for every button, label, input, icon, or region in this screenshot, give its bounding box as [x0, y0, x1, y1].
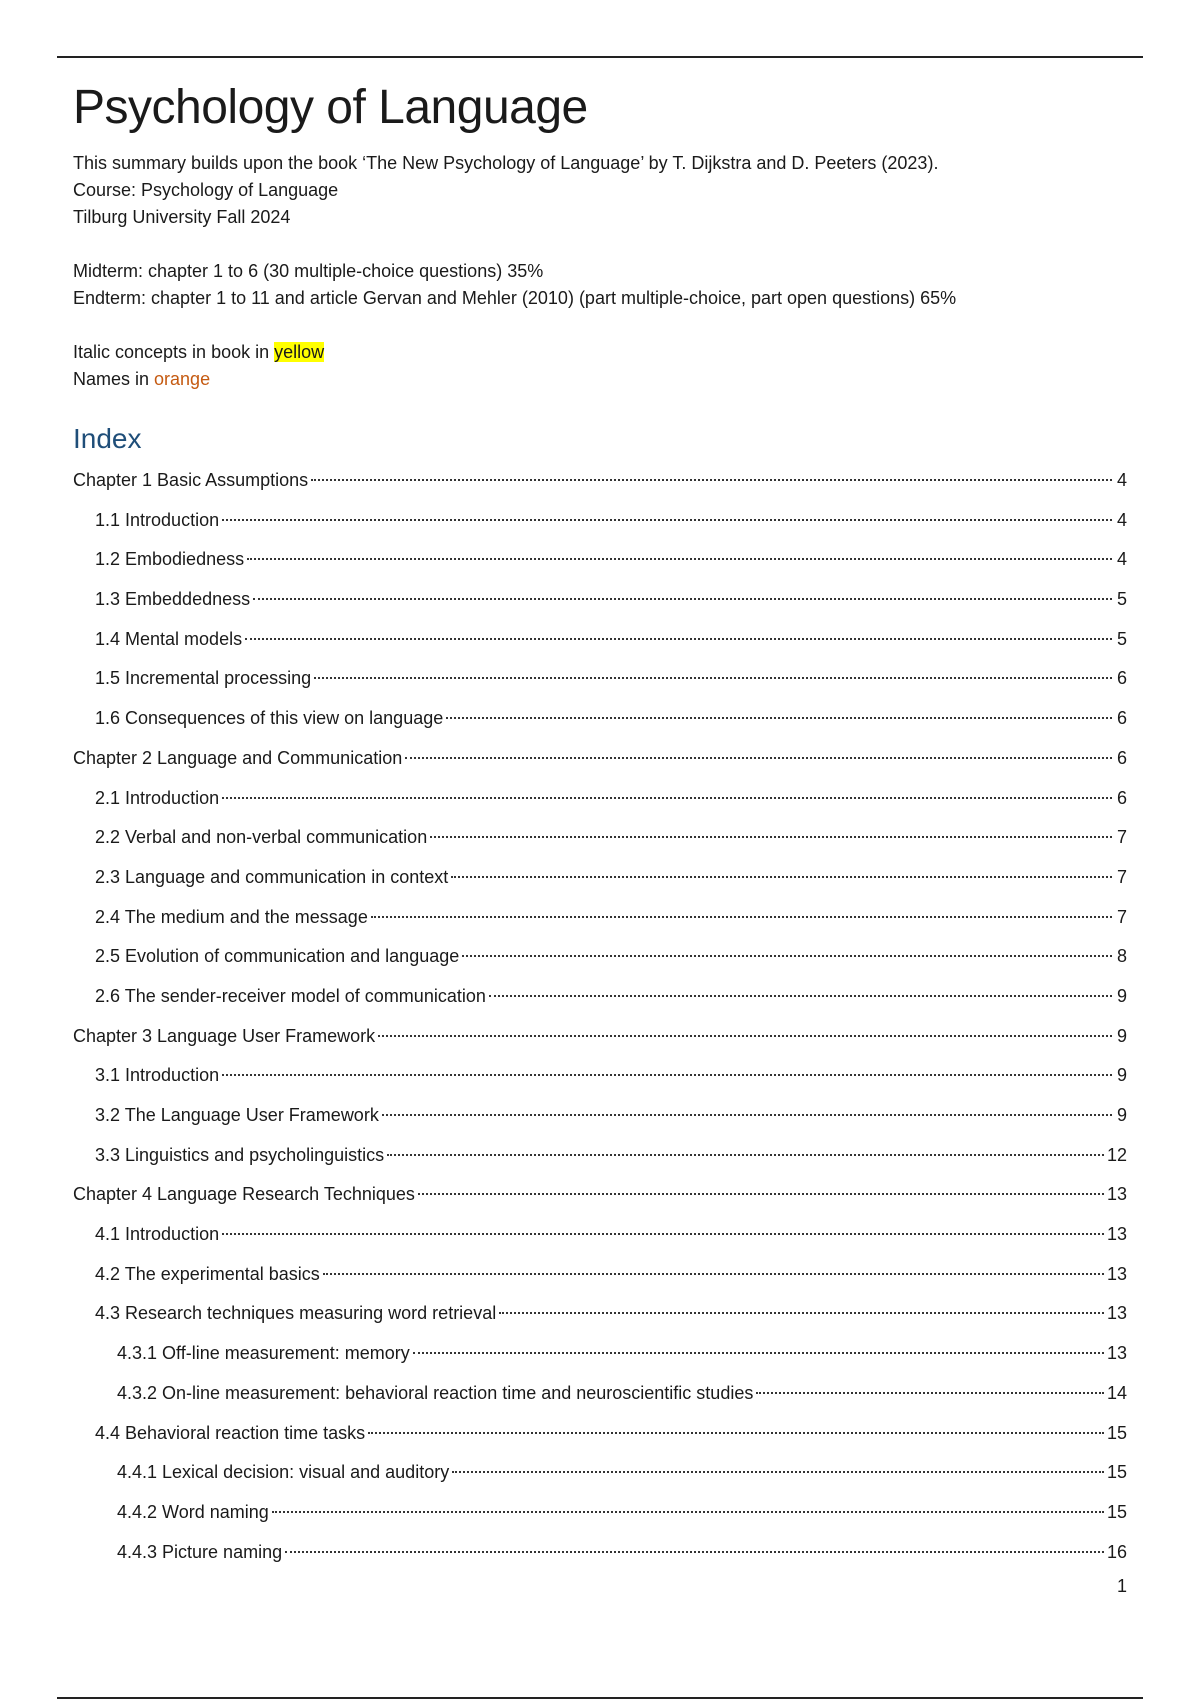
toc-entry-page: 15: [1106, 1501, 1127, 1522]
toc-entry-label: 2.1 Introduction: [95, 787, 220, 808]
legend-names: [73, 366, 1127, 393]
toc-entry-page: 9: [1116, 1025, 1127, 1046]
legend-italic-prefix: Italic concepts in book in: [73, 342, 275, 362]
toc-dot-leader: [430, 836, 1112, 838]
toc-entry-label: 1.5 Incremental processing: [95, 668, 312, 689]
toc-entry-label: 2.5 Evolution of communication and language: [95, 946, 460, 967]
toc-entry-page: 15: [1106, 1422, 1127, 1443]
toc-entry-page: 12: [1106, 1144, 1127, 1165]
legend-yellow-word: yellow: [274, 342, 325, 362]
toc-entry-page: 7: [1116, 866, 1127, 887]
toc-entry[interactable]: [73, 1215, 1127, 1255]
toc-entry-page: 6: [1116, 747, 1127, 768]
toc-dot-leader: [323, 1273, 1104, 1275]
top-rule: [57, 56, 1143, 58]
intro-line: This summary builds upon the book ‘The New Psychology of Language’ by T. Dijkstra and D. Peeters (2023).: [73, 153, 939, 173]
toc-entry[interactable]: [73, 1017, 1127, 1057]
toc-dot-leader: [451, 876, 1112, 878]
toc-entry-page: 13: [1106, 1263, 1127, 1284]
toc-dot-leader: [489, 995, 1112, 997]
toc-entry[interactable]: [73, 1175, 1127, 1215]
toc-entry-page: 8: [1116, 946, 1127, 967]
toc-entry-label: 3.1 Introduction: [95, 1065, 220, 1086]
toc-entry-page: 4: [1116, 549, 1127, 570]
toc-dot-leader: [371, 916, 1112, 918]
toc-entry-label: Chapter 2 Language and Communication: [73, 747, 403, 768]
toc-entry[interactable]: [73, 540, 1127, 580]
toc-dot-leader: [272, 1511, 1104, 1513]
toc-entry-page: 16: [1106, 1541, 1127, 1562]
toc-entry-page: 15: [1106, 1462, 1127, 1483]
toc-entry[interactable]: [73, 779, 1127, 819]
toc-dot-leader: [387, 1154, 1104, 1156]
toc-entry[interactable]: [73, 699, 1127, 739]
toc-dot-leader: [462, 955, 1112, 957]
toc-entry-label: 4.3 Research techniques measuring word retrieval: [95, 1303, 497, 1324]
toc-entry-label: 4.1 Introduction: [95, 1224, 220, 1245]
toc-entry-label: 4.3.2 On-line measurement: behavioral reaction time and neuroscientific studies: [117, 1382, 754, 1403]
toc-entry-label: 2.2 Verbal and non-verbal communication: [95, 827, 428, 848]
toc-entry-label: 4.4.2 Word naming: [117, 1501, 269, 1522]
toc-entry[interactable]: [73, 501, 1127, 541]
toc-entry-label: 1.2 Embodiedness: [95, 549, 245, 570]
legend-italic: [73, 339, 1127, 366]
toc-entry-page: 7: [1116, 827, 1127, 848]
toc-dot-leader: [413, 1352, 1104, 1354]
toc-dot-leader: [756, 1392, 1104, 1394]
toc-entry-label: 4.4.1 Lexical decision: visual and auditory: [117, 1462, 450, 1483]
toc-entry[interactable]: [73, 1493, 1127, 1533]
toc-entry[interactable]: [73, 580, 1127, 620]
toc-dot-leader: [499, 1312, 1104, 1314]
bottom-rule: [57, 1697, 1143, 1699]
toc-dot-leader: [405, 757, 1112, 759]
toc-dot-leader: [378, 1035, 1112, 1037]
toc-dot-leader: [247, 558, 1112, 560]
page-number: 1: [1116, 1576, 1127, 1596]
toc-entry-page: 7: [1116, 906, 1127, 927]
toc-entry-page: 13: [1106, 1343, 1127, 1364]
toc-entry-label: Chapter 1 Basic Assumptions: [73, 470, 309, 490]
toc-entry-page: 9: [1116, 1105, 1127, 1125]
toc-entry-label: 2.3 Language and communication in context: [95, 866, 449, 887]
toc-entry-label: Chapter 4 Language Research Techniques: [73, 1184, 415, 1205]
index-heading: Index: [73, 423, 142, 454]
toc-entry[interactable]: [73, 620, 1127, 660]
toc-entry-label: 4.2 The experimental basics: [95, 1263, 320, 1284]
toc-entry[interactable]: [73, 1096, 1127, 1136]
toc-entry-page: 4: [1116, 470, 1127, 490]
toc-dot-leader: [222, 519, 1112, 521]
toc-entry[interactable]: [73, 1533, 1127, 1573]
intro-block: [73, 150, 1127, 393]
toc-entry-page: 6: [1116, 787, 1127, 808]
toc-dot-leader: [253, 598, 1112, 600]
toc-entry[interactable]: [73, 659, 1127, 699]
legend-names-prefix: Names in: [73, 369, 155, 389]
toc-entry[interactable]: [73, 461, 1127, 501]
toc-dot-leader: [418, 1193, 1104, 1195]
toc-entry-label: 1.6 Consequences of this view on language: [95, 708, 444, 729]
document-title: Psychology of Language: [73, 81, 588, 134]
toc-entry-label: 4.3.1 Off-line measurement: memory: [117, 1343, 410, 1364]
exam-line-midterm: Midterm: chapter 1 to 6 (30 multiple-choice questions) 35%: [73, 261, 544, 281]
toc-entry-label: 3.2 The Language User Framework: [95, 1105, 379, 1125]
toc-entry-page: 9: [1116, 985, 1127, 1006]
exam-line-endterm: Endterm: chapter 1 to 11 and article Gervan and Mehler (2010) (part multiple-choice, part open questions) 65%: [73, 288, 957, 308]
toc-entry[interactable]: [73, 977, 1127, 1017]
document-page: [73, 78, 1127, 1572]
toc-entry-page: 9: [1116, 1065, 1127, 1086]
toc-dot-leader: [368, 1432, 1104, 1434]
toc-entry[interactable]: [73, 1255, 1127, 1295]
toc-entry-page: 13: [1106, 1224, 1127, 1245]
intro-line: Tilburg University Fall 2024: [73, 207, 291, 227]
toc-dot-leader: [446, 717, 1112, 719]
toc-dot-leader: [222, 1074, 1112, 1076]
toc-entry-page: 6: [1116, 708, 1127, 729]
toc-dot-leader: [382, 1114, 1112, 1116]
toc-entry[interactable]: [73, 818, 1127, 858]
toc-dot-leader: [285, 1551, 1104, 1553]
legend-orange-word: orange: [154, 369, 211, 389]
toc-entry-page: 5: [1116, 628, 1127, 649]
intro-line: Course: Psychology of Language: [73, 180, 339, 200]
toc-entry-page: 14: [1106, 1382, 1127, 1403]
toc-entry-label: 4.4.3 Picture naming: [117, 1541, 283, 1562]
toc-entry[interactable]: [73, 1334, 1127, 1374]
toc-dot-leader: [222, 797, 1112, 799]
toc-dot-leader: [452, 1471, 1104, 1473]
toc-dot-leader: [245, 638, 1112, 640]
toc-entry[interactable]: [73, 1056, 1127, 1096]
toc-entry-page: 13: [1106, 1303, 1127, 1324]
toc-entry-page: 4: [1116, 509, 1127, 530]
toc-entry-page: 5: [1116, 589, 1127, 610]
table-of-contents: [73, 461, 1127, 1572]
toc-entry[interactable]: [73, 1374, 1127, 1414]
toc-entry-page: 6: [1116, 668, 1127, 689]
toc-entry-label: 2.6 The sender-receiver model of communication: [95, 985, 486, 1006]
toc-entry-page: 13: [1106, 1184, 1127, 1205]
toc-entry[interactable]: [73, 858, 1127, 898]
toc-entry-label: 2.4 The medium and the message: [95, 906, 368, 927]
toc-entry-label: 1.1 Introduction: [95, 509, 220, 530]
toc-entry[interactable]: [73, 1453, 1127, 1493]
toc-dot-leader: [314, 677, 1112, 679]
toc-entry[interactable]: [73, 1294, 1127, 1334]
toc-entry[interactable]: [73, 937, 1127, 977]
toc-dot-leader: [311, 479, 1112, 481]
toc-entry-label: 4.4 Behavioral reaction time tasks: [95, 1422, 366, 1443]
toc-entry[interactable]: [73, 1136, 1127, 1176]
toc-entry-label: Chapter 3 Language User Framework: [73, 1025, 376, 1046]
toc-entry[interactable]: [73, 898, 1127, 938]
toc-entry-label: 3.3 Linguistics and psycholinguistics: [95, 1144, 385, 1165]
toc-dot-leader: [222, 1233, 1104, 1235]
toc-entry[interactable]: [73, 1414, 1127, 1454]
toc-entry-label: 1.4 Mental models: [95, 628, 243, 649]
toc-entry-label: 1.3 Embeddedness: [95, 589, 251, 610]
toc-entry[interactable]: [73, 739, 1127, 779]
